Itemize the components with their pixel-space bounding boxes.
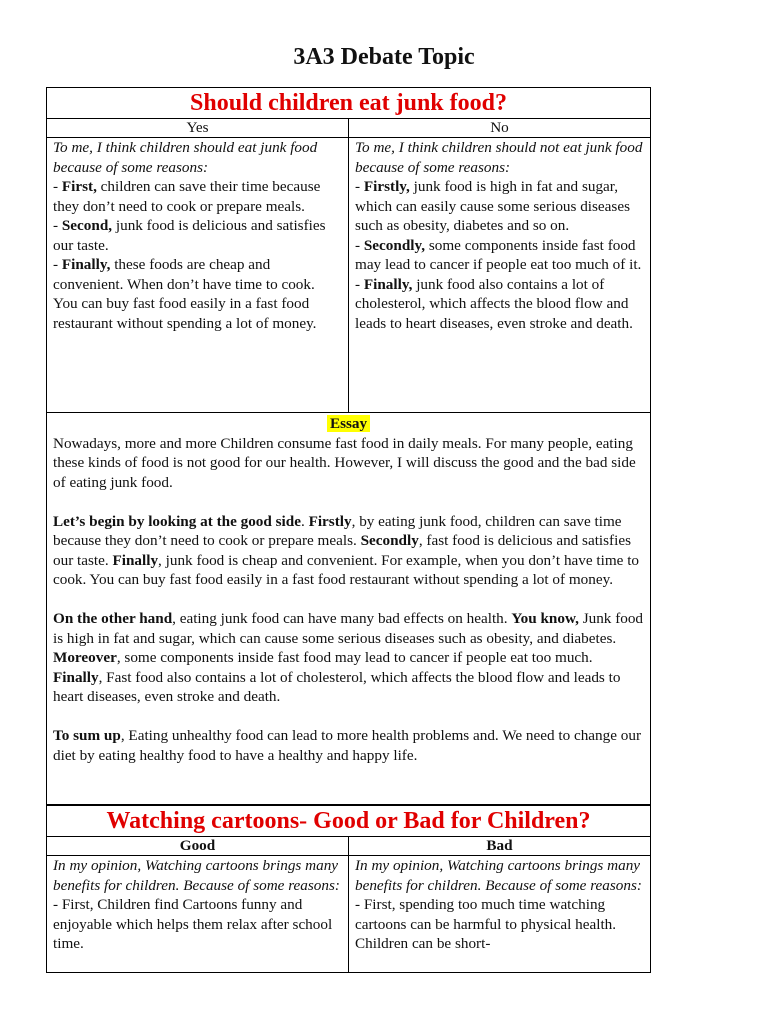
page-title: 3A3 Debate Topic [293,44,475,70]
argument-intro: In my opinion, Watching cartoons brings many benefits for children. Because of some reasons: [53,857,340,894]
debate-table-cartoons [46,805,651,973]
topic-title: Should children eat junk food? [47,88,651,119]
debate-table-junk-food [46,87,651,805]
argument-cell-yes [47,138,349,413]
argument-point: - Finally, junk food also contains a lot of cholesterol, which affects the blood flow and leads to heart diseases, even stroke and death. [355,275,633,332]
argument-point: - First, spending too much time watching cartoons can be harmful to physical health. Children can be short- [355,896,617,952]
column-header-bad: Bad [349,837,651,856]
essay-paragraph: On the other hand, eating junk food can have many bad effects on health. You know, Junk food is high in fat and sugar, which can cause some serious diseases such as obesity, and diabetes. Moreover, some components inside fast food may lead to cancer if people eat too much. Finally, Fast food also contains a lot of cholesterol, which affects the blood flow and leads to heart diseases, even stroke and death. [53,610,644,705]
argument-cell-bad [349,856,651,973]
essay-paragraph: Let’s begin by looking at the good side. Firstly, by eating junk food, children can save time because they don’t need to cook or prepare meals. Secondly, fast food is delicious and satisfies our taste. Finally, junk food is cheap and convenient. For example, when you don’t have time to cook. You can buy fast food easily in a fast food restaurant without spending a lot of money. [53,512,640,588]
argument-point: - Second, junk food is delicious and satisfies our taste. [53,217,326,254]
argument-point: - First, Children find Cartoons funny and enjoyable which helps them relax after school time. [53,896,333,952]
argument-intro: To me, I think children should not eat junk food because of some reasons: [355,139,643,176]
column-header-no: No [349,119,651,138]
column-header-good: Good [47,837,349,856]
argument-intro: In my opinion, Watching cartoons brings many benefits for children. Because of some reasons: [355,857,642,894]
argument-point: - Finally, these foods are cheap and convenient. When don’t have time to cook. You can buy fast food easily in a fast food restaurant without spending a lot of money. [53,256,317,332]
essay-paragraph: To sum up, Eating unhealthy food can lead to more health problems and. We need to change our diet by eating healthy food to have a healthy and happy life. [53,727,642,764]
argument-cell-no [349,138,651,413]
argument-point: - Firstly, junk food is high in fat and sugar, which can easily cause some serious diseases such as obesity, diabetes and so on. [355,178,630,234]
essay-paragraph: Nowadays, more and more Children consume fast food in daily meals. For many people, eating these kinds of food is not good for our health. However, I will discuss the good and the bad side of eating junk food. [53,434,636,491]
essay-label: Essay [53,414,644,434]
argument-intro: To me, I think children should eat junk food because of some reasons: [53,139,318,176]
essay-cell [47,413,651,805]
argument-point: - First, children can save their time because they don’t need to cook or prepare meals. [53,178,321,215]
column-header-yes: Yes [47,119,349,138]
argument-point: - Secondly, some components inside fast food may lead to cancer if people eat too much of it. [355,236,642,273]
argument-cell-good [47,856,349,973]
topic-title: Watching cartoons- Good or Bad for Children? [47,806,651,837]
